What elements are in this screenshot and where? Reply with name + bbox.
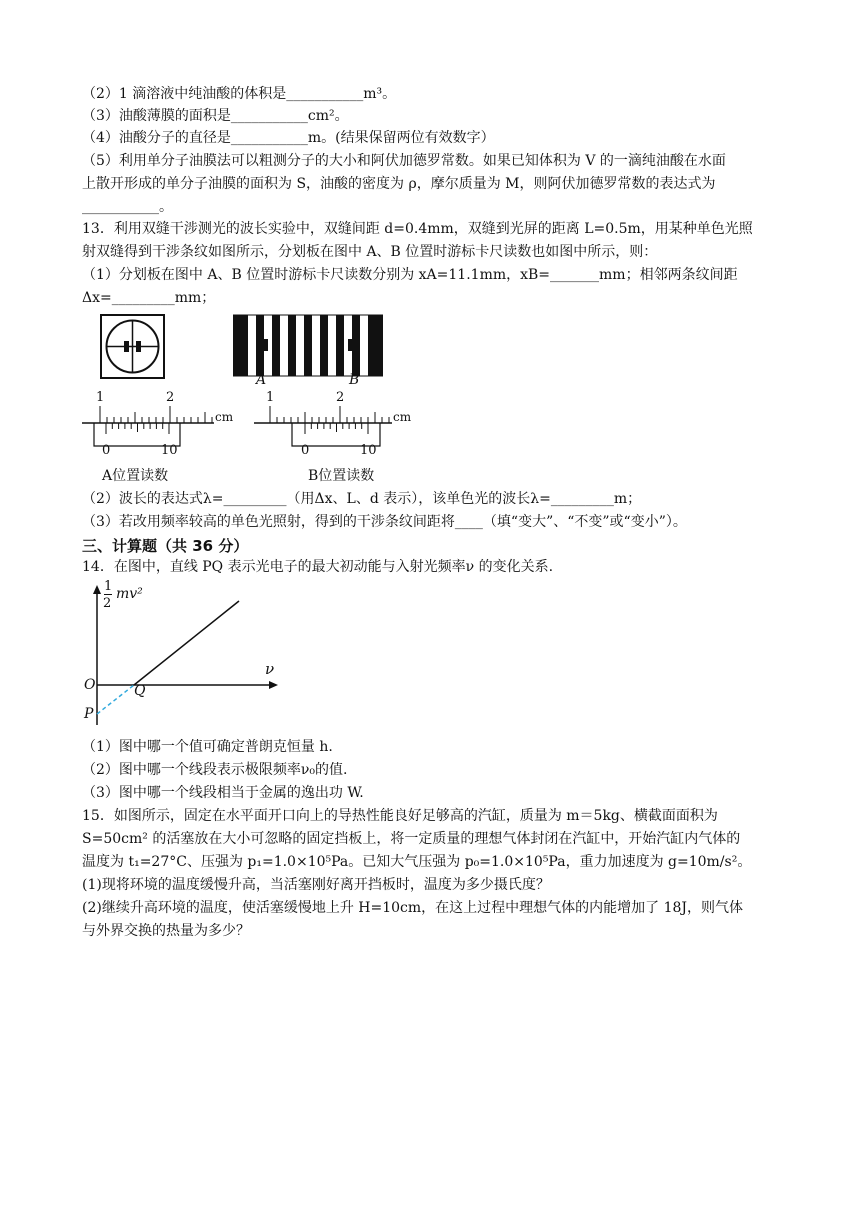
q13-stem-line1: 13．利用双缝干涉测光的波长实验中，双缝间距 d=0.4mm，双缝到光屏的距离 L=0.5m，用某种单色光照 bbox=[82, 221, 753, 237]
graph-origin-label: O bbox=[84, 677, 96, 693]
q15-line2: S=50cm² 的活塞放在大小可忽略的固定挡板上，将一定质量的理想气体封闭在汽缸中，开始汽缸内气体的 bbox=[82, 831, 741, 847]
graph-q-label: Q bbox=[134, 683, 146, 699]
q14-stem: 14．在图中，直线 PQ 表示光电子的最大初动能与入射光频率ν 的变化关系. bbox=[82, 559, 554, 575]
vernier-a-caption: A位置读数 bbox=[102, 468, 169, 484]
eyepiece-figure bbox=[98, 312, 168, 382]
q12-part5-line1: （5）利用单分子油膜法可以粗测分子的大小和阿伏加德罗常数。如果已知体积为 V 的一滴纯油酸在水面 bbox=[82, 153, 726, 169]
fringe-label-b: B bbox=[349, 372, 360, 388]
graph-p-label: P bbox=[84, 706, 94, 722]
vernier-b-figure bbox=[252, 390, 417, 484]
q15-line1: 15．如图所示，固定在水平面开口向上的导热性能良好足够高的汽缸，质量为 m＝5kg、横截面面积为 bbox=[82, 808, 718, 824]
q12-part2: （2）1 滴溶液中纯油酸的体积是___________m³。 bbox=[82, 86, 397, 102]
q14-part1: （1）图中哪一个值可确定普朗克恒量 h. bbox=[82, 739, 333, 755]
vernier-b-caption: B位置读数 bbox=[308, 468, 375, 484]
q12-part5-line2: 上散开形成的单分子油膜的面积为 S，油酸的密度为 ρ，摩尔质量为 M，则阿伏加德罗常数的表达式为 bbox=[82, 176, 716, 192]
vernier-b-main-2: 2 bbox=[336, 390, 345, 405]
q14-graph-figure bbox=[82, 580, 282, 730]
fringe-label-a: A bbox=[256, 372, 267, 388]
q15-line3: 温度为 t₁=27°C、压强为 p₁=1.0×10⁵Pa。已知大气压强为 p₀=1.0×10⁵Pa，重力加速度为 g=10m/s²。 bbox=[82, 854, 752, 870]
vernier-b-unit: cm bbox=[393, 410, 412, 424]
fringe-pattern-figure bbox=[230, 312, 390, 386]
graph-y-label-den: 2 bbox=[103, 596, 112, 611]
vernier-a-scale-10: 10 bbox=[161, 443, 178, 458]
vernier-a-main-1: 1 bbox=[96, 390, 105, 405]
q15-part2-line1: (2)继续升高环境的温度，使活塞缓慢地上升 H=10cm，在这上过程中理想气体的内能增加了 18J，则气体 bbox=[82, 900, 744, 916]
graph-x-label: ν bbox=[265, 660, 275, 678]
q13-part3: （3）若改用频率较高的单色光照射，得到的干涉条纹间距将____（填“变大”、“不变”或“变小”）。 bbox=[82, 514, 687, 530]
q14-part3: （3）图中哪一个线段相当于金属的逸出功 W. bbox=[82, 785, 364, 801]
q12-part4: （4）油酸分子的直径是___________m。(结果保留两位有效数字） bbox=[82, 130, 495, 146]
vernier-b-scale-0: 0 bbox=[301, 443, 310, 458]
q15-part2-line2: 与外界交换的热量为多少？ bbox=[82, 923, 250, 939]
graph-y-label-num: 1 bbox=[104, 579, 113, 594]
vernier-b-main-1: 1 bbox=[266, 390, 275, 405]
vernier-a-main-2: 2 bbox=[166, 390, 175, 405]
q13-part1-line1: （1）分划板在图中 A、B 位置时游标卡尺读数分别为 xA=11.1mm，xB=_______mm；相邻两条纹间距 bbox=[82, 267, 738, 283]
graph-y-label-rest: mv² bbox=[116, 586, 143, 602]
section-3-heading: 三、计算题（共 36 分） bbox=[82, 537, 249, 555]
vernier-a-figure bbox=[80, 390, 240, 484]
vernier-a-unit: cm bbox=[215, 410, 234, 424]
vernier-a-scale-0: 0 bbox=[102, 443, 111, 458]
q13-part1-line2: Δx=_________mm； bbox=[82, 290, 216, 306]
q15-part1: (1)现将环境的温度缓慢升高，当活塞刚好离开挡板时，温度为多少摄氏度？ bbox=[82, 877, 550, 893]
vernier-b-scale-10: 10 bbox=[360, 443, 377, 458]
q13-stem-line2: 射双缝得到干涉条纹如图所示，分划板在图中 A、B 位置时游标卡尺读数也如图中所示，则： bbox=[82, 244, 658, 260]
q12-part3: （3）油酸薄膜的面积是___________cm²。 bbox=[82, 108, 349, 124]
q13-part2: （2）波长的表达式λ=_________（用Δx、L、d 表示），该单色光的波长λ=_________m； bbox=[82, 491, 642, 507]
q14-part2: （2）图中哪一个线段表示极限频率ν₀的值. bbox=[82, 762, 348, 778]
q12-part5-line3: ___________。 bbox=[82, 199, 173, 215]
